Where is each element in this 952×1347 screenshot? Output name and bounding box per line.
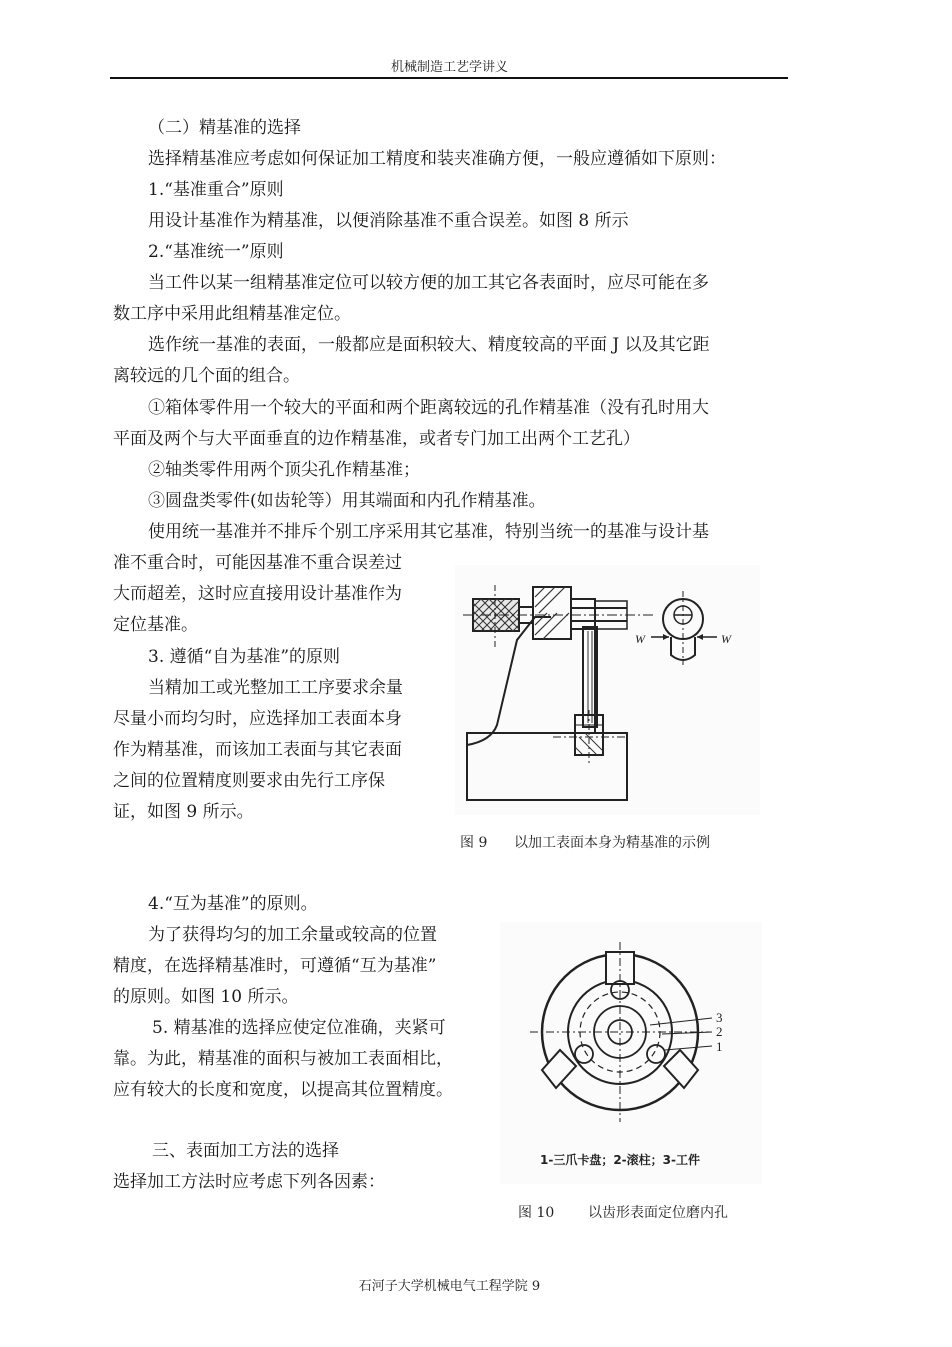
- list-item: ①箱体零件用一个较大的平面和两个距离较远的孔作精基准（没有孔时用大: [148, 398, 709, 418]
- paragraph: 用设计基准作为精基准，以便消除基准不重合误差。如图 8 所示: [148, 211, 629, 231]
- paragraph: 靠。为此，精基准的面积与被加工表面相比，: [113, 1049, 453, 1069]
- figure-9-caption-number: 图 9: [460, 835, 488, 851]
- principle-heading: 4.“互为基准”的原则。: [148, 894, 318, 914]
- paragraph: 5. 精基准的选择应使定位准确，夹紧可: [152, 1018, 446, 1038]
- figure-10-legend: 1-三爪卡盘；2-滚柱；3-工件: [540, 1153, 700, 1167]
- paragraph: 作为精基准，而该加工表面与其它表面: [113, 740, 402, 760]
- paragraph: 定位基准。: [113, 615, 198, 635]
- paragraph: 选择加工方法时应考虑下列各因素：: [113, 1172, 385, 1192]
- list-item: ③圆盘类零件(如齿轮等）用其端面和内孔作精基准。: [148, 491, 546, 511]
- page-header: 机械制造工艺学讲义: [390, 60, 508, 75]
- paragraph: 应有较大的长度和宽度，以提高其位置精度。: [113, 1080, 453, 1100]
- paragraph: 选择精基准应考虑如何保证加工精度和装夹准确方便，一般应遵循如下原则：: [148, 149, 726, 169]
- figure-9-drawing: [455, 565, 760, 815]
- figure-10-label-3: 3: [716, 1010, 723, 1025]
- figure-9-caption: 以加工表面本身为精基准的示例: [514, 835, 710, 851]
- principle-heading: 2.“基准统一”原则: [148, 242, 284, 262]
- paragraph: 尽量小而均匀时，应选择加工表面本身: [113, 709, 402, 729]
- list-item: 平面及两个与大平面垂直的边作精基准，或者专门加工出两个工艺孔）: [113, 429, 640, 449]
- figure-10-caption: 以齿形表面定位磨内孔: [588, 1205, 728, 1221]
- paragraph: 之间的位置精度则要求由先行工序保: [113, 771, 385, 791]
- list-item: ②轴类零件用两个顶尖孔作精基准；: [148, 460, 420, 480]
- paragraph: 证，如图 9 所示。: [113, 802, 254, 822]
- figure-10-label-2: 2: [716, 1024, 723, 1039]
- paragraph: 选作统一基准的表面，一般都应是面积较大、精度较高的平面 J 以及其它距: [148, 335, 710, 355]
- section-heading: 三、表面加工方法的选择: [152, 1141, 339, 1161]
- section-heading: （二）精基准的选择: [148, 118, 301, 138]
- figure-9-label-w-left: W: [635, 632, 645, 646]
- paragraph: 大而超差，这时应直接用设计基准作为: [113, 584, 402, 604]
- paragraph: 当精加工或光整加工工序要求余量: [148, 678, 403, 698]
- principle-heading: 3. 遵循“自为基准”的原则: [148, 647, 341, 667]
- paragraph: 数工序中采用此组精基准定位。: [113, 304, 351, 324]
- paragraph: 准不重合时，可能因基准不重合误差过: [113, 553, 402, 573]
- page-footer: 石河子大学机械电气工程学院 9: [358, 1279, 541, 1294]
- paragraph: 精度，在选择精基准时，可遵循“互为基准”: [113, 956, 437, 976]
- paragraph: 使用统一基准并不排斥个别工序采用其它基准，特别当统一的基准与设计基: [148, 522, 709, 542]
- principle-heading: 1.“基准重合”原则: [148, 180, 284, 200]
- figure-10-label-1: 1: [716, 1039, 723, 1054]
- paragraph: 当工件以某一组精基准定位可以较方便的加工其它各表面时，应尽可能在多: [148, 273, 709, 293]
- figure-9-label-w-right: W: [721, 632, 731, 646]
- paragraph: 的原则。如图 10 所示。: [113, 987, 299, 1007]
- paragraph: 离较远的几个面的组合。: [113, 366, 300, 386]
- figure-10-caption-number: 图 10: [518, 1205, 555, 1221]
- figure-10-drawing: [500, 922, 762, 1184]
- paragraph: 为了获得均匀的加工余量或较高的位置: [148, 925, 437, 945]
- header-rule: [110, 77, 788, 79]
